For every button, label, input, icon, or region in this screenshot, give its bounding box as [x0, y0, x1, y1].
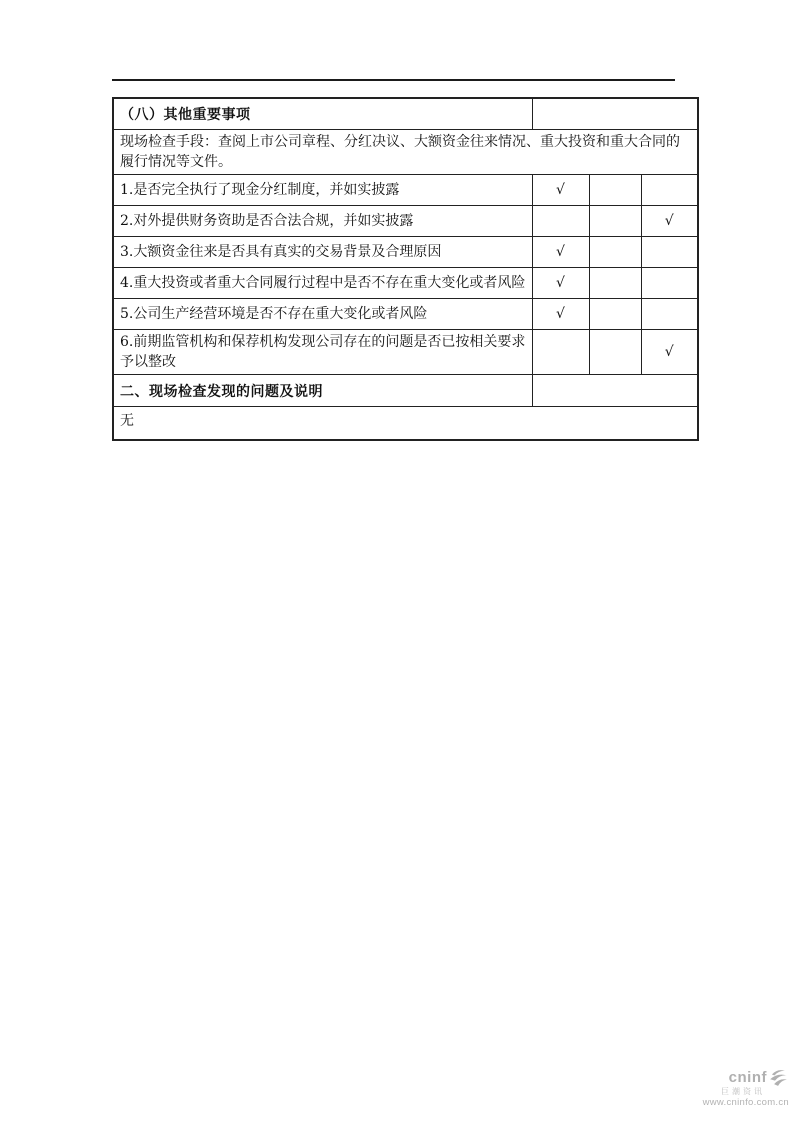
check-cell-3: √ — [641, 206, 698, 237]
table-row — [113, 299, 698, 330]
cninfo-chinese-name: 巨潮资讯 — [721, 1087, 765, 1096]
check-cell-3 — [641, 237, 698, 268]
item-label: 3.大额资金往来是否具有真实的交易背景及合理原因 — [113, 237, 532, 268]
section-2-empty-cell — [532, 375, 698, 407]
item-label: 2.对外提供财务资助是否合法合规，并如实披露 — [113, 206, 532, 237]
methods-row — [113, 130, 698, 175]
table-row — [113, 330, 698, 375]
check-cell-3: √ — [641, 330, 698, 375]
check-cell-3 — [641, 175, 698, 206]
check-cell-1 — [532, 206, 589, 237]
cninfo-watermark — [679, 1066, 789, 1108]
table-row — [113, 268, 698, 299]
item-label: 4.重大投资或者重大合同履行过程中是否不存在重大变化或者风险 — [113, 268, 532, 299]
check-cell-2 — [589, 206, 641, 237]
table-row — [113, 175, 698, 206]
check-cell-1: √ — [532, 175, 589, 206]
methods-text: 现场检查手段：查阅上市公司章程、分红决议、大额资金往来情况、重大投资和重大合同的履行情况等文件。 — [113, 130, 698, 175]
item-label: 6.前期监管机构和保荐机构发现公司存在的问题是否已按相关要求予以整改 — [113, 330, 532, 375]
section-2-title: 二、现场检查发现的问题及说明 — [113, 375, 532, 407]
cninfo-logo-text: cninf — [728, 1068, 767, 1086]
header-rule — [112, 79, 675, 81]
check-cell-1 — [532, 330, 589, 375]
check-cell-3 — [641, 299, 698, 330]
item-label: 1.是否完全执行了现金分红制度，并如实披露 — [113, 175, 532, 206]
notes-text: 无 — [113, 407, 698, 441]
items-body — [113, 175, 698, 375]
check-cell-2 — [589, 268, 641, 299]
section-8-row — [113, 98, 698, 130]
cninfo-swirl-icon — [768, 1067, 789, 1088]
check-cell-2 — [589, 237, 641, 268]
notes-row — [113, 407, 698, 441]
check-cell-2 — [589, 330, 641, 375]
section-8-empty-cell — [532, 98, 698, 130]
tail-rows — [113, 375, 698, 441]
check-cell-2 — [589, 299, 641, 330]
check-cell-3 — [641, 268, 698, 299]
table-row — [113, 206, 698, 237]
item-label: 5.公司生产经营环境是否不存在重大变化或者风险 — [113, 299, 532, 330]
check-cell-2 — [589, 175, 641, 206]
inspection-table — [112, 97, 699, 441]
check-cell-1: √ — [532, 299, 589, 330]
cninfo-url-text: www.cninfo.com.cn — [702, 1096, 789, 1108]
head-rows — [113, 98, 698, 175]
table-row — [113, 237, 698, 268]
check-cell-1: √ — [532, 268, 589, 299]
section-2-row — [113, 375, 698, 407]
check-cell-1: √ — [532, 237, 589, 268]
section-8-title: （八）其他重要事项 — [113, 98, 532, 130]
